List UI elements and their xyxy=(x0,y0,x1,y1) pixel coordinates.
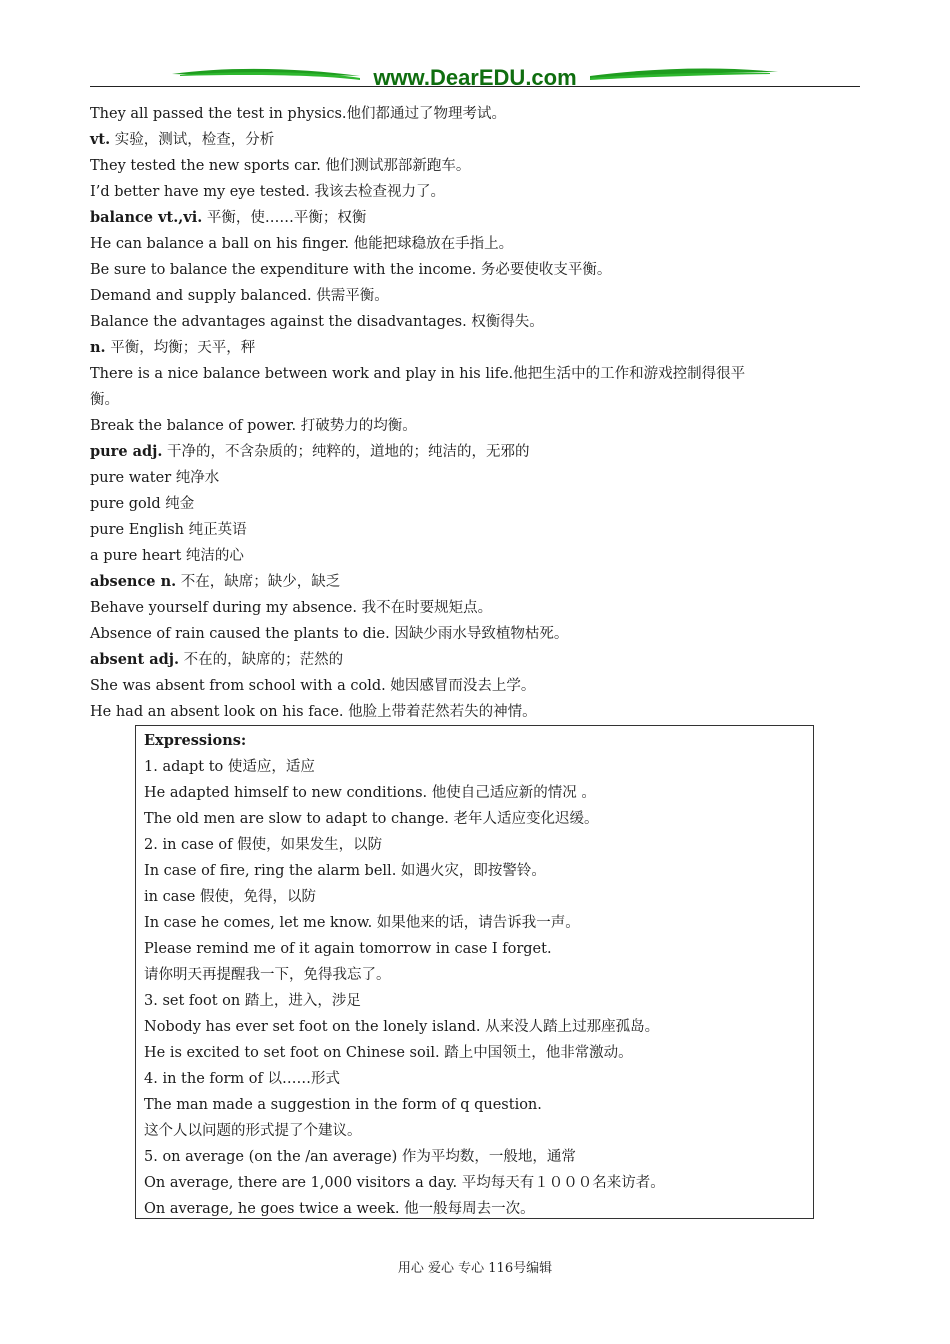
text-line: Be sure to balance the expenditure with the income. 务必要使收支平衡。 xyxy=(90,262,612,278)
text-line: 衡。 xyxy=(90,392,119,408)
text-line: a pure heart 纯洁的心 xyxy=(90,548,244,564)
text-line: Behave yourself during my absence. 我不在时要规矩点。 xyxy=(90,600,493,616)
text-line: pure gold 纯金 xyxy=(90,496,195,512)
site-logo-banner xyxy=(170,60,780,94)
text-line: I’d better have my eye tested. 我该去检查视力了。 xyxy=(90,184,446,200)
site-url: www.DearEDU.com xyxy=(373,65,577,90)
expression-line: In case he comes, let me know. 如果他来的话，请告诉我一声。 xyxy=(144,915,580,931)
text-line: Absence of rain caused the plants to die. 因缺少雨水导致植物枯死。 xyxy=(90,626,569,642)
text-line: pure water 纯净水 xyxy=(90,470,220,486)
expression-line: Please remind me of it again tomorrow in case I forget. xyxy=(144,941,552,957)
expression-line: 这个人以问题的形式提了个建议。 xyxy=(144,1123,362,1139)
term-line: n. 平衡，均衡；天平，秤 xyxy=(90,339,256,356)
expression-line: He is excited to set foot on Chinese soil. 踏上中国领土，他非常激动。 xyxy=(144,1045,633,1061)
expression-line: In case of fire, ring the alarm bell. 如遇火灾，即按警铃。 xyxy=(144,863,546,879)
term-line: pure adj. 干净的，不含杂质的；纯粹的，道地的；纯洁的，无邪的 xyxy=(90,443,530,460)
text-line: There is a nice balance between work and play in his life.他把生活中的工作和游戏控制得很平 xyxy=(90,366,746,382)
expression-line: 请你明天再提醒我一下，免得我忘了。 xyxy=(144,967,391,983)
text-line: He had an absent look on his face. 他脸上带着茫然若失的神情。 xyxy=(90,704,537,720)
text-line: Demand and supply balanced. 供需平衡。 xyxy=(90,288,389,304)
term-line: vt. 实验，测试，检查，分析 xyxy=(90,131,275,148)
text-line: pure English 纯正英语 xyxy=(90,522,247,538)
text-line: They tested the new sports car. 他们测试那部新跑车。 xyxy=(90,158,471,174)
expression-line: The old men are slow to adapt to change. 老年人适应变化迟缓。 xyxy=(144,811,599,827)
expression-line: Nobody has ever set foot on the lonely island. 从来没人踏上过那座孤岛。 xyxy=(144,1019,660,1035)
text-line: Balance the advantages against the disadvantages. 权衡得失。 xyxy=(90,314,544,330)
expression-line: 3. set foot on 踏上，进入，涉足 xyxy=(144,993,361,1009)
expression-line: 1. adapt to 使适应，适应 xyxy=(144,759,315,775)
term-line: absent adj. 不在的，缺席的；茫然的 xyxy=(90,651,344,668)
expression-line: 4. in the form of 以……形式 xyxy=(144,1071,340,1087)
expressions-box xyxy=(135,725,814,1219)
text-line: She was absent from school with a cold. 她因感冒而没去上学。 xyxy=(90,678,536,694)
vocabulary-notes xyxy=(90,101,865,725)
expression-line: On average, he goes twice a week. 他一般每周去一次。 xyxy=(144,1201,535,1217)
term-line: balance vt.,vi. 平衡，使……平衡；权衡 xyxy=(90,209,367,226)
page-footer: 用心 爱心 专心 116号编辑 xyxy=(397,1261,553,1276)
header-divider xyxy=(90,86,860,87)
expression-line: The man made a suggestion in the form of q question. xyxy=(144,1097,542,1113)
expression-line: On average, there are 1,000 visitors a day. 平均每天有１０００名来访者。 xyxy=(144,1175,665,1191)
text-line: He can balance a ball on his finger. 他能把球稳放在手指上。 xyxy=(90,236,514,252)
expression-line: in case 假使，免得，以防 xyxy=(144,889,316,905)
term-line: absence n. 不在，缺席；缺少，缺乏 xyxy=(90,573,341,590)
text-line: Break the balance of power. 打破势力的均衡。 xyxy=(90,418,417,434)
text-line: They all passed the test in physics.他们都通过了物理考试。 xyxy=(90,106,506,122)
expressions-heading: Expressions: xyxy=(144,732,247,749)
expression-line: He adapted himself to new conditions. 他使自己适应新的情况 。 xyxy=(144,785,596,801)
expression-line: 5. on average (on the /an average) 作为平均数，一般地，通常 xyxy=(144,1149,576,1165)
expression-line: 2. in case of 假使，如果发生，以防 xyxy=(144,837,383,853)
